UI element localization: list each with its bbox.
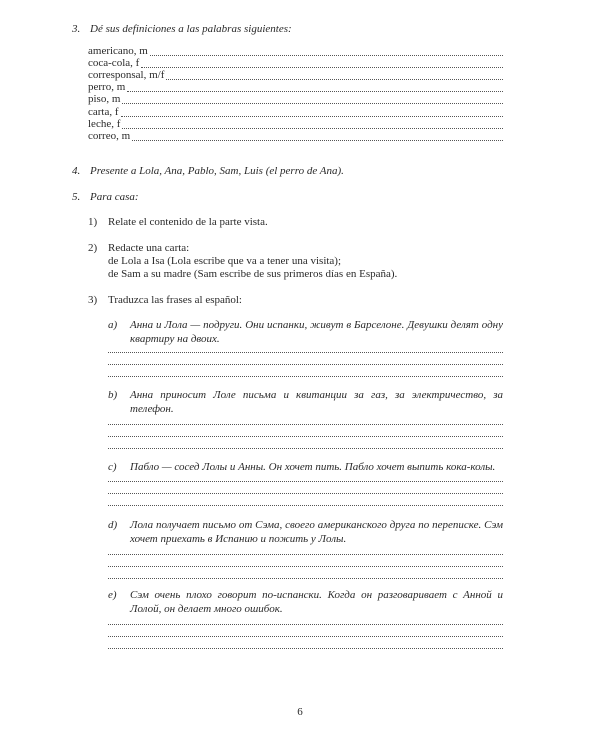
task-2-line-2: de Lola a Isa (Lola escribe que va a tener una visita); [108, 255, 342, 267]
vocab-word: corresponsal, m/f [88, 69, 165, 82]
answer-line [108, 448, 503, 449]
answer-line [108, 578, 503, 579]
section-5-title: Para casa: [90, 191, 139, 203]
task-2-line-1: Redacte una carta: [108, 242, 190, 254]
section-4-number: 4. [72, 165, 81, 177]
vocab-answer-line [121, 116, 503, 117]
answer-line [108, 481, 503, 482]
task-3-number: 3) [88, 294, 98, 306]
answer-line [108, 566, 503, 567]
section-4-text: Presente a Lola, Ana, Pablo, Sam, Luis (el perro de Ana). [90, 165, 344, 177]
page-number: 6 [297, 706, 303, 718]
vocab-word: carta, f [88, 105, 119, 118]
vocab-word: americano, m [88, 45, 148, 57]
answer-line [108, 493, 503, 494]
task-2-number: 2) [88, 242, 98, 254]
section-5-number: 5. [72, 191, 81, 203]
vocab-answer-line [166, 79, 503, 80]
vocab-answer-line [122, 128, 503, 129]
answer-line [108, 624, 503, 625]
sentence-label: e) [108, 589, 117, 601]
section-3-number: 3. [72, 23, 81, 35]
sentence-text: Анна приносит Лоле письма и квитанции за газ, за электричество, за телефон. [130, 389, 503, 415]
sentence-label: c) [108, 461, 117, 473]
vocab-answer-line [150, 55, 503, 56]
answer-line [108, 636, 503, 637]
vocab-answer-line [122, 103, 503, 104]
answer-line [108, 554, 503, 555]
vocab-word: leche, f [88, 117, 121, 130]
answer-line [108, 424, 503, 425]
answer-line [108, 436, 503, 437]
vocab-answer-line [141, 67, 503, 68]
task-3-text: Traduzca las frases al español: [108, 294, 242, 306]
sentence-text: Сэм очень плохо говорит по-испански. Когда он разговаривает с Анной и Лолой, он делает много ошибок. [130, 589, 503, 615]
task-2-line-3: de Sam a su madre (Sam escribe de sus primeros días en España). [108, 268, 398, 280]
answer-line [108, 352, 503, 353]
sentence-text: Пабло — сосед Лолы и Анны. Он хочет пить. Пабло хочет выпить кока-колы. [130, 461, 496, 473]
answer-line [108, 376, 503, 377]
answer-line [108, 364, 503, 365]
vocab-word: perro, m [88, 81, 126, 94]
task-1-text: Relate el contenido de la parte vista. [108, 216, 268, 228]
sentence-label: d) [108, 519, 118, 531]
vocab-word: coca-cola, f [88, 57, 140, 70]
section-3-title: Dé sus definiciones a las palabras siguientes: [90, 23, 292, 35]
vocab-word: correo, m [88, 129, 131, 142]
task-1-number: 1) [88, 216, 98, 228]
vocab-word: piso, m [88, 93, 121, 106]
answer-line [108, 505, 503, 506]
sentence-text: Лола получает письмо от Сэма, своего американского друга по переписке. Сэм хочет приехать в Испанию и пожить у Лолы. [130, 519, 503, 545]
vocab-answer-line [132, 140, 503, 141]
vocab-answer-line [127, 91, 503, 92]
answer-line [108, 648, 503, 649]
sentence-label: a) [108, 319, 118, 331]
sentence-label: b) [108, 389, 118, 401]
sentence-text: Анна и Лола — подруги. Они испанки, живут в Барселоне. Девушки делят одну квартиру на двоих. [130, 319, 503, 345]
